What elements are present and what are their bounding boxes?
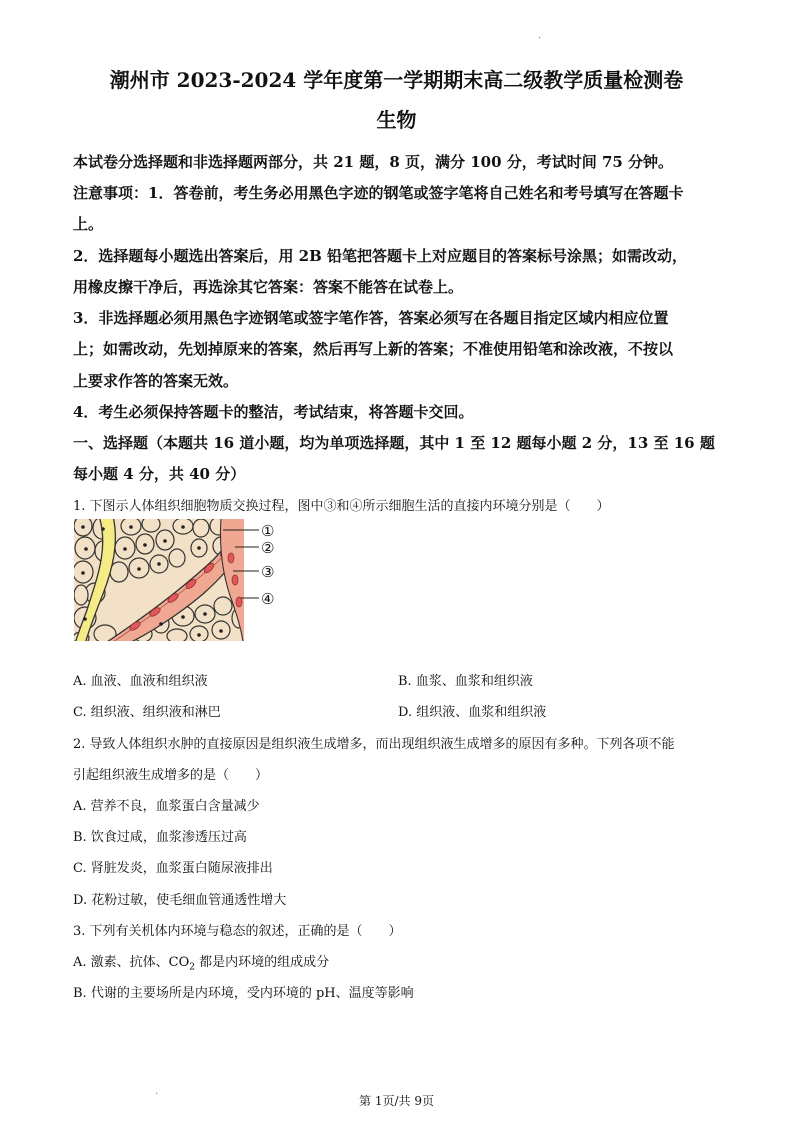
notice-1b: 上。 xyxy=(73,215,104,233)
label-3: ③ xyxy=(261,563,275,581)
notice-3c: 上要求作答的答案无效。 xyxy=(73,372,239,390)
q1-option-d: D. 组织液、血浆和组织液 xyxy=(398,705,547,720)
q2-option-b: B. 饮食过咸，血浆渗透压过高 xyxy=(73,830,247,845)
q3-option-b: B. 代谢的主要场所是内环境，受内环境的 pH、温度等影响 xyxy=(73,986,414,1001)
scan-speck-2: . xyxy=(155,1086,159,1097)
notice-4: 4．考生必须保持答题卡的整洁，考试结束，将答题卡交回。 xyxy=(73,403,474,421)
section1-heading-a: 一、选择题（本题共 16 道小题，均为单项选择题，其中 1 至 12 题每小题 2 分，13 至 16 题 xyxy=(73,434,715,452)
notice-3b: 上；如需改动，先划掉原来的答案，然后再写上新的答案；不准使用铅笔和涂改液，不按以 xyxy=(73,340,674,358)
q3-option-a-pre: A. 激素、抗体、CO xyxy=(73,955,190,970)
q3-option-a-sub: 2 xyxy=(189,962,195,973)
label-1: ① xyxy=(261,522,275,540)
q1-option-a: A. 血液、血液和组织液 xyxy=(73,674,208,689)
page-footer: 第 1页/共 9页 xyxy=(359,1094,434,1108)
figure-labels xyxy=(261,522,274,608)
q2-option-c: C. 肾脏发炎，血浆蛋白随尿液排出 xyxy=(73,861,273,876)
notice-3a: 3．非选择题必须用黑色字迹钢笔或签字笔作答，答案必须写在各题目指定区域内相应位置 xyxy=(73,309,669,327)
q3-option-a-post: 都是内环境的组成成分 xyxy=(195,955,330,970)
q1-stem: 1. 下图示人体组织细胞物质交换过程，图中③和④所示细胞生活的直接内环境分别是（ ） xyxy=(73,499,610,514)
section1-heading-b: 每小题 4 分，共 40 分） xyxy=(73,465,246,483)
q1-option-c: C. 组织液、组织液和淋巴 xyxy=(73,705,221,720)
intro-text: 本试卷分选择题和非选择题两部分，共 21 题，8 页，满分 100 分，考试时间 75 分钟。 xyxy=(73,153,674,171)
q2-stem-b: 引起组织液生成增多的是（ ） xyxy=(73,768,269,783)
q2-option-a: A. 营养不良，血浆蛋白含量减少 xyxy=(73,799,260,814)
exam-title: 潮州市 2023-2024 学年度第一学期期末高二级教学质量检测卷 xyxy=(109,68,684,92)
tissue-exchange-figure xyxy=(73,518,288,642)
q3-option-a xyxy=(73,951,723,973)
notice-1a: 注意事项：1．答卷前，考生务必用黑色字迹的钢笔或签字笔将自己姓名和考号填写在答题卡 xyxy=(73,184,684,202)
q2-stem-a: 2. 导致人体组织水肿的直接原因是组织液生成增多，而出现组织液生成增多的原因有多种。下列各项不能 xyxy=(73,737,675,752)
exam-subject: 生物 xyxy=(376,108,417,132)
notice-2b: 用橡皮擦干净后，再选涂其它答案：答案不能答在试卷上。 xyxy=(73,278,464,296)
label-4: ④ xyxy=(261,590,275,608)
label-2: ② xyxy=(261,539,275,557)
q3-stem: 3. 下列有关机体内环境与稳态的叙述，正确的是（ ） xyxy=(73,924,402,939)
q1-option-b: B. 血浆、血浆和组织液 xyxy=(398,674,533,689)
scan-speck: . xyxy=(538,30,542,41)
q2-option-d: D. 花粉过敏，使毛细血管通透性增大 xyxy=(73,893,287,908)
notice-2a: 2．选择题每小题选出答案后，用 2B 铅笔把答题卡上对应题目的答案标号涂黑；如需改动， xyxy=(73,247,688,265)
